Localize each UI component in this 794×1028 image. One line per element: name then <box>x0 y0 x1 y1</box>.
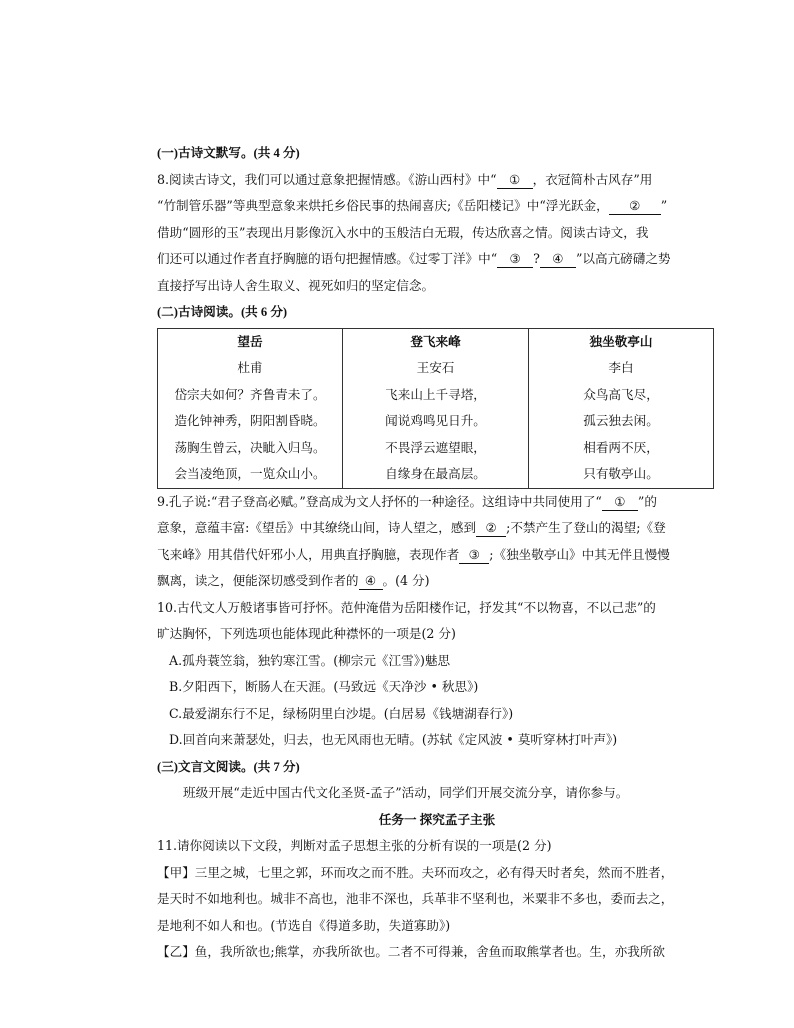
task-one-heading: 任务一 探究孟子主张 <box>378 812 496 827</box>
poem-line: 岱宗夫如何？齐鲁青未了。 <box>174 386 326 402</box>
q8-text: ” <box>660 198 668 213</box>
poem-line: 飞来山上千寻塔， <box>385 386 486 402</box>
q9-text: 9.孔子说:“君子登高必赋。”登高成为文人抒怀的一种途径。这组诗中共同使用了“ <box>157 493 602 509</box>
q9-line-4 <box>157 568 717 595</box>
poem-author: 杜甫 <box>237 360 263 375</box>
q8-text: “竹制管乐器”等典型意象来烘托乡俗民事的热闹喜庆;《岳阳楼记》中“浮光跃金， <box>157 198 609 213</box>
q9-line-1 <box>157 489 717 516</box>
poem-line: 会当凌绝顶，一览众山小。 <box>174 466 326 481</box>
q8-line-1 <box>157 167 717 194</box>
poems-table <box>157 328 714 489</box>
q8-text: 8.阅读古诗文，我们可以通过意象把握情感。《游山西村》中“ <box>157 171 497 187</box>
q8-blank-2[interactable]: ② <box>609 198 661 215</box>
poem-line: 荡胸生曾云，决眦入归鸟。 <box>174 439 326 455</box>
q9-text: 意象，意蕴丰富:《望岳》中其缭绕山间，诗人望之，感到 <box>157 520 477 535</box>
activity-intro: 班级开展“走近中国古代文化圣贤-孟子”活动，同学们开展交流分享，请你参与。 <box>183 785 629 800</box>
poem-line: 不畏浮云遮望眼， <box>385 439 486 455</box>
q8-text: 们还可以通过作者直抒胸臆的语句把握情感。《过零丁洋》中“ <box>157 251 498 266</box>
passage-jia-line-3: 是地利不如人和也。(节选自《得道多助，失道寡助》) <box>157 917 451 933</box>
poem-cell-wangyue <box>158 328 343 488</box>
q9-blank-3[interactable]: ③ <box>459 547 489 564</box>
poem-line: 众鸟高飞尽， <box>583 386 659 402</box>
section-heading-poetry-reading: (二)古诗阅读。(共 6 分) <box>157 305 288 319</box>
poem-line: 自缘身在最高层。 <box>385 466 486 481</box>
q9-line-3 <box>157 542 717 569</box>
passage-yi-line-1: 【乙】鱼，我所欲也;熊掌，亦我所欲也。二者不可得兼，舍鱼而取熊掌者也。生，亦我所欲 <box>157 944 665 959</box>
q9-blank-4[interactable]: ④ <box>359 573 383 590</box>
poem-line: 闻说鸡鸣见日升。 <box>385 413 486 428</box>
q10-line-2: 旷达胸怀，下列选项也能体现此种襟怀的一项是(2 分) <box>157 626 456 641</box>
q10-option-a[interactable]: A.孤舟蓑笠翁，独钓寒江雪。(柳宗元《江雪》)魅思 <box>169 652 451 668</box>
poem-line: 相看两不厌， <box>583 439 659 455</box>
q8-line-3: 借助“圆形的玉”表现出月影像沉入水中的玉般洁白无瑕，传达欣喜之情。阅读古诗文，我 <box>157 224 649 240</box>
section-heading-poetry-recitation: (一)古诗文默写。(共 4 分) <box>157 146 300 160</box>
q9-blank-2[interactable]: ② <box>476 520 506 537</box>
poem-line: 只有敬亭山。 <box>583 466 659 481</box>
poem-line: 孤云独去闲。 <box>583 413 659 428</box>
poem-line: 造化钟神秀，阴阳割昏晓。 <box>174 413 326 428</box>
poem-author: 李白 <box>608 360 634 375</box>
q9-text: 飘离，读之，便能深切感受到作者的 <box>157 573 359 588</box>
q10-option-c[interactable]: C.最爱湖东行不足，绿杨阴里白沙堤。(白居易《钱塘湖春行》) <box>169 705 514 721</box>
q9-line-2 <box>157 515 717 542</box>
q10-line-1: 10.古代文人万般诸事皆可抒怀。范仲淹借为岳阳楼作记，抒发其“不以物喜，不以己悲”的 <box>157 599 656 615</box>
section-heading-classical-chinese: (三)文言文阅读。(共 7 分) <box>157 759 300 774</box>
q8-blank-4[interactable]: ④ <box>540 251 576 268</box>
q9-text: ;《独坐敬亭山》中其无伴且慢慢 <box>489 546 670 562</box>
q8-text: ，衣冠简朴古风存”用 <box>532 171 653 187</box>
q8-separator: ? <box>533 251 540 266</box>
poem-cell-dengfeilaifeng <box>343 328 529 488</box>
passage-jia-line-2: 是天时不如地利也。城非不高也，池非不深也，兵革非不坚利也，米粟非不多也，委而去之， <box>157 891 674 906</box>
poem-title: 独坐敬亭山 <box>589 334 653 349</box>
q9-text: 飞来峰》用其借代奸邪小人，用典直抒胸臆，表现作者 <box>157 546 460 562</box>
q8-line-2 <box>157 193 717 220</box>
q8-text: ”以高亢磅礴之势 <box>575 251 671 266</box>
q9-text: ”的 <box>637 493 657 509</box>
q10-option-d[interactable]: D.回首向来萧瑟处，归去，也无风雨也无晴。(苏轼《定风波 • 莫听穿林打叶声》) <box>169 732 618 747</box>
q9-text: 。(4 分) <box>382 573 430 588</box>
poem-title: 望岳 <box>237 334 263 349</box>
poem-title: 登飞来峰 <box>410 334 461 349</box>
q8-blank-1[interactable]: ① <box>497 172 533 189</box>
q9-blank-1[interactable]: ① <box>602 494 638 511</box>
q8-line-4 <box>157 246 717 273</box>
exam-page <box>157 140 717 966</box>
passage-jia-line-1: 【甲】三里之城，七里之郭，环而攻之而不胜。夫环而攻之，必有得天时者矣，然而不胜者， <box>157 864 674 880</box>
q8-blank-3[interactable]: ③ <box>497 251 533 268</box>
q8-line-5: 直接抒写出诗人舍生取义、视死如归的坚定信念。 <box>157 277 435 293</box>
q11-prompt: 11.请你阅读以下文段，判断对孟子思想主张的分析有误的一项是(2 分) <box>157 838 552 853</box>
poem-cell-duzuojingtingshan <box>529 328 714 488</box>
q10-option-b[interactable]: B.夕阳西下，断肠人在天涯。(马致远《天净沙 • 秋思》) <box>169 679 479 694</box>
poem-author: 王安石 <box>416 360 455 375</box>
q9-text: ;不禁产生了登山的渴望;《登 <box>506 520 666 535</box>
